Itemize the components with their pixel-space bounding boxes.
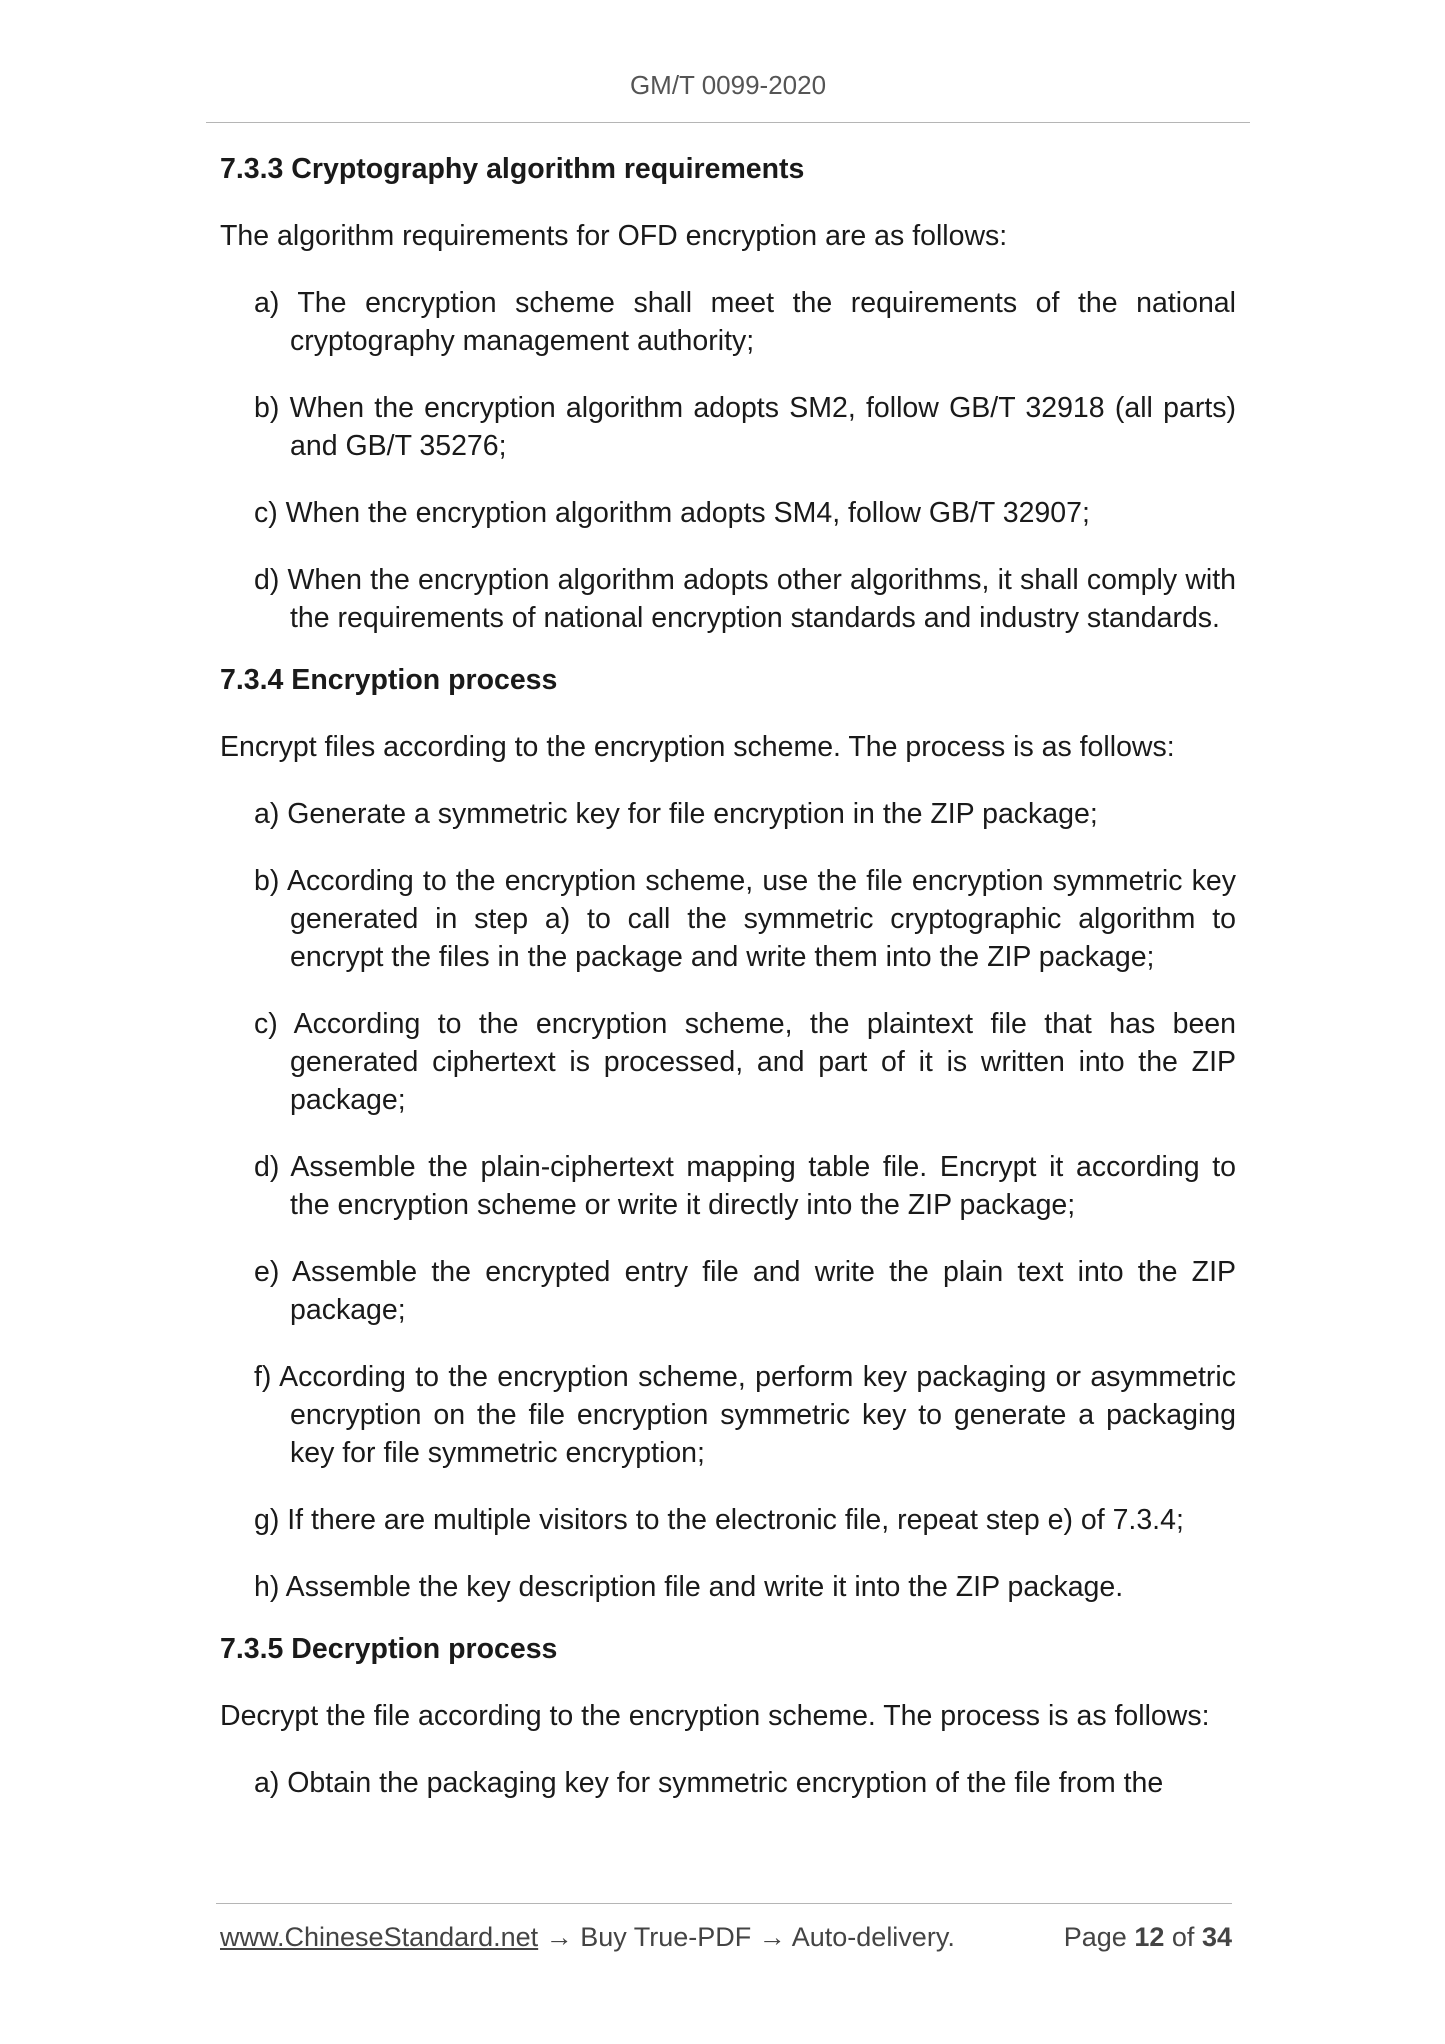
page-label: Page [1063, 1922, 1127, 1952]
list-item: a) The encryption scheme shall meet the requirements of the national cryptography management authority; [254, 287, 1236, 357]
list-item: b) When the encryption algorithm adopts SM2, follow GB/T 32918 (all parts) and GB/T 35276; [254, 392, 1236, 462]
footer-divider [216, 1903, 1232, 1904]
section-intro-7-3-5: Decrypt the file according to the encryption scheme. The process is as follows: [220, 1700, 1210, 1732]
section-heading-7-3-5: 7.3.5 Decryption process [220, 1633, 558, 1665]
list-item: h) Assemble the key description file and write it into the ZIP package. [254, 1571, 1124, 1603]
list-item: b) According to the encryption scheme, use the file encryption symmetric key generated in step a) to call the symmetric cryptographic algorithm to encrypt the files in the package and write them into the ZIP package; [254, 865, 1236, 973]
list-item: f) According to the encryption scheme, perform key packaging or asymmetric encryption on the file encryption symmetric key to generate a packaging key for file symmetric encryption; [254, 1361, 1236, 1469]
section-intro-7-3-4: Encrypt files according to the encryption scheme. The process is as follows: [220, 731, 1175, 763]
section-heading-7-3-3: 7.3.3 Cryptography algorithm requirements [220, 153, 805, 185]
list-item: g) If there are multiple visitors to the electronic file, repeat step e) of 7.3.4; [254, 1504, 1184, 1536]
footer-promo-text: → Buy True-PDF → Auto-delivery. [538, 1922, 955, 1952]
list-item: c) According to the encryption scheme, the plaintext file that has been generated ciphertext is processed, and part of it is written into the ZIP package; [254, 1008, 1236, 1116]
header-divider [206, 122, 1250, 123]
page-total: 34 [1201, 1922, 1232, 1952]
list-item: d) When the encryption algorithm adopts other algorithms, it shall comply with the requirements of national encryption standards and industry standards. [254, 564, 1236, 634]
page-number [1064, 1922, 1232, 1953]
page-of-label: of [1171, 1922, 1195, 1952]
section-intro-7-3-3: The algorithm requirements for OFD encryption are as follows: [220, 220, 1008, 252]
list-item: a) Obtain the packaging key for symmetric encryption of the file from the [254, 1767, 1164, 1799]
section-heading-7-3-4: 7.3.4 Encryption process [220, 664, 558, 696]
list-item: c) When the encryption algorithm adopts SM4, follow GB/T 32907; [254, 497, 1090, 529]
page-footer [220, 1922, 1232, 1953]
page-content [220, 150, 1236, 1802]
list-item: d) Assemble the plain-ciphertext mapping table file. Encrypt it according to the encryption scheme or write it directly into the ZIP package; [254, 1151, 1236, 1221]
list-item: a) Generate a symmetric key for file encryption in the ZIP package; [254, 798, 1098, 830]
page-current: 12 [1134, 1922, 1165, 1952]
document-id-header: GM/T 0099-2020 [629, 70, 827, 100]
website-link[interactable]: www.ChineseStandard.net [220, 1922, 539, 1952]
list-item: e) Assemble the encrypted entry file and write the plain text into the ZIP package; [254, 1256, 1236, 1326]
